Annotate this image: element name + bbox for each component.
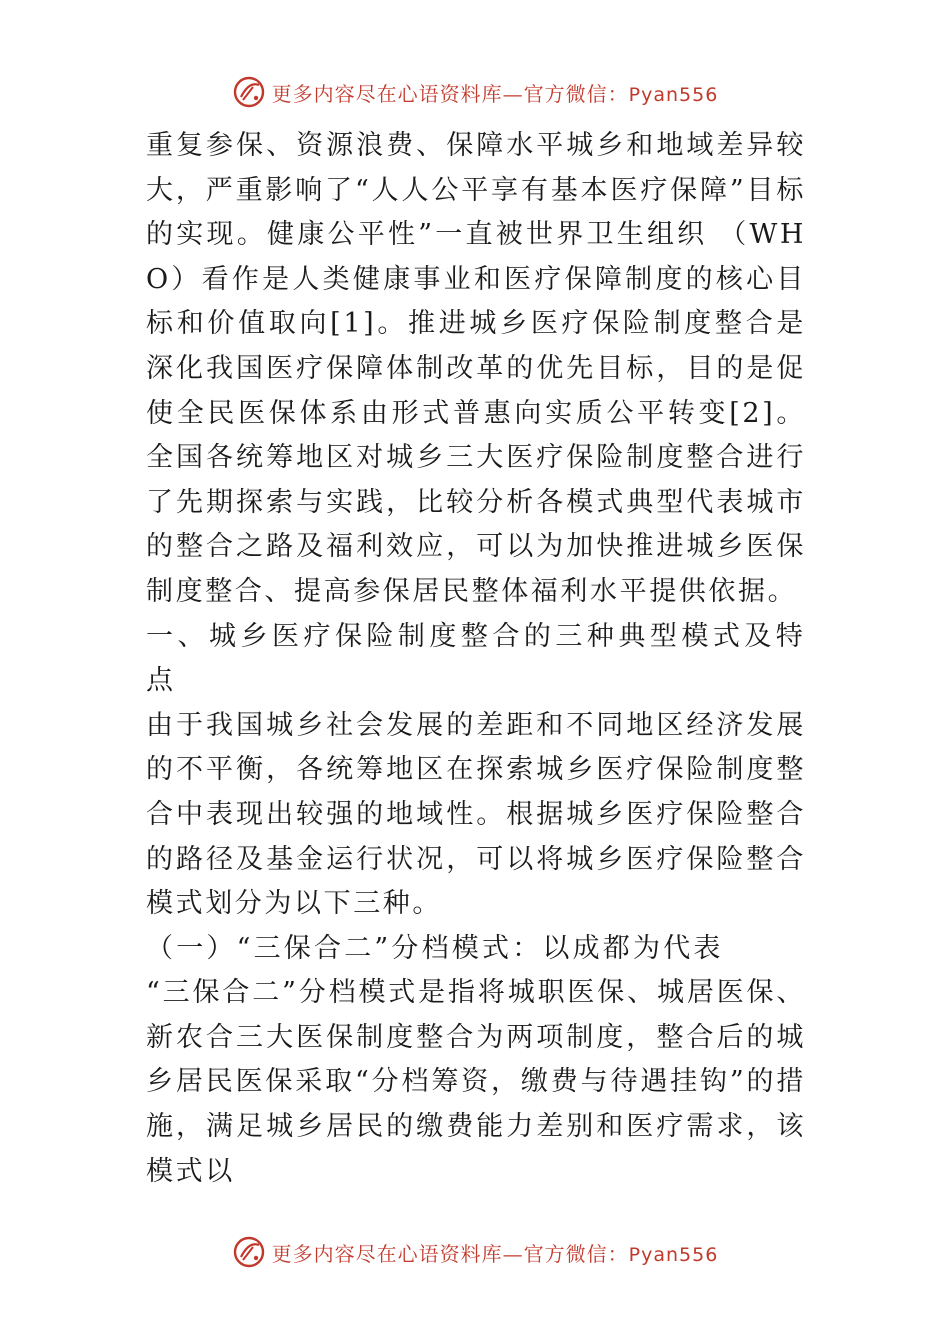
document-body [146, 124, 806, 1194]
paragraph-section-1: 由于我国城乡社会发展的差距和不同地区经济发展的不平衡，各统筹地区在探索城乡医疗保险制度整合中表现出较强的地域性。根据城乡医疗保险整合的路径及基金运行状况，可以将城乡医疗保险整合模式划分为以下三种。 [146, 709, 806, 920]
footer-watermark [0, 1232, 950, 1272]
subsection-heading-1: （一）“三保合二”分档模式：以成都为代表 [146, 932, 724, 964]
brand-logo-icon [232, 1235, 266, 1269]
watermark-text: 更多内容尽在心语资料库—官方微信：Pyan556 [271, 81, 719, 106]
section-heading-1: 一、城乡医疗保险制度整合的三种典型模式及特点 [146, 620, 806, 697]
paragraph-subsection-1: “三保合二”分档模式是指将城职医保、城居医保、新农合三大医保制度整合为两项制度，整合后的城乡居民医保采取“分档筹资，缴费与待遇挂钩”的措施，满足城乡居民的缴费能力差别和医疗需求，该模式以 [146, 977, 806, 1187]
brand-logo-icon [232, 75, 266, 109]
header-watermark [0, 72, 950, 112]
paragraph-intro: 重复参保、资源浪费、保障水平城乡和地域差异较大，严重影响了“人人公平享有基本医疗保障”目标的实现。健康公平性”一直被世界卫生组织 （WHO）看作是人类健康事业和医疗保障制度的核心目标和价值取向[1]。推进城乡医疗保险制度整合是深化我国医疗保障体制改革的优先目标，目的是促使全民医保体系由形式普惠向实质公平转变[2]。全国各统筹地区对城乡三大医疗保险制度整合进行了先期探索与实践，比较分析各模式典型代表城市的整合之路及福利效应，可以为加快推进城乡医保制度整合、提高参保居民整体福利水平提供依据。 [146, 130, 806, 607]
watermark-text: 更多内容尽在心语资料库—官方微信：Pyan556 [271, 1241, 719, 1266]
